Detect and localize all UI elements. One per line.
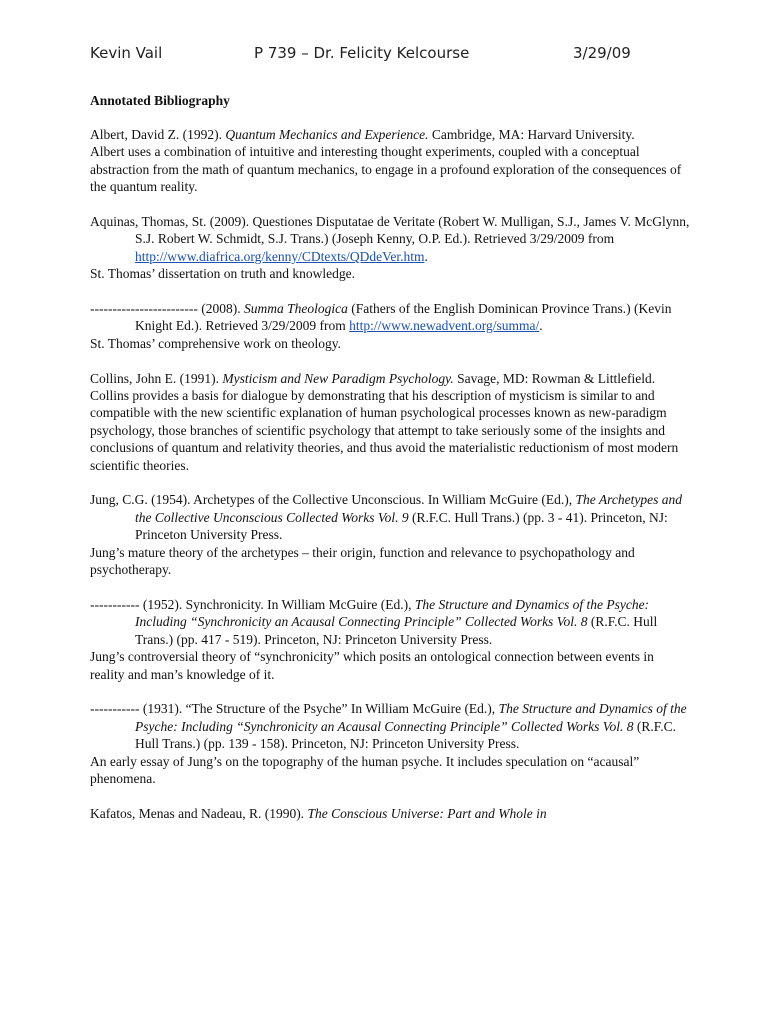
annotation: Jung’s controversial theory of “synchronicity” which posits an ontological connection between events in reality and man’s knowledge of it.: [90, 649, 654, 682]
bib-entry-aquinas-summa: [90, 300, 690, 352]
citation-text: ------------------------ (2008).: [90, 301, 245, 317]
citation-title: Quantum Mechanics and Experience.: [225, 127, 429, 142]
citation-text: (R.F.C. Hull Trans.) (pp. 417 - 519). Princeton, NJ: Princeton University Press.: [135, 614, 658, 647]
citation-text: Aquinas, Thomas, St. (2009). Questiones Disputatae de Veritate (Robert W. Mulligan, S.J., James V. McGlynn, S.J. Robert W. Schmidt, S.J. Trans.) (Joseph Kenny, O.P. Ed.). Retrieved 3/29/2009 from: [90, 214, 690, 247]
citation: [90, 126, 690, 143]
citation-text: Albert, David Z. (1992).: [90, 127, 226, 142]
bib-entry-jung-1952: [90, 596, 690, 683]
bib-entry-jung-1931: [90, 700, 690, 787]
citation: [90, 700, 690, 752]
citation-link[interactable]: http://www.diafrica.org/kenny/CDtexts/QDdeVer.htm: [135, 248, 425, 264]
citation-title: Summa Theologica: [244, 301, 348, 317]
bib-entry-collins: [90, 370, 690, 474]
citation-text: Savage, MD: Rowman & Littlefield.: [453, 370, 656, 386]
document-title: Annotated Bibliography: [90, 93, 230, 108]
citation-title: The Conscious Universe: Part and Whole in: [307, 805, 547, 821]
citation-text: (R.F.C. Hull Trans.) (pp. 3 - 41). Princeton, NJ: Princeton University Press.: [135, 509, 668, 543]
citation: [90, 491, 690, 543]
citation-text: .: [424, 248, 428, 264]
annotation: St. Thomas’ comprehensive work on theology.: [90, 335, 341, 351]
page-header: [90, 44, 728, 66]
citation-text: (Fathers of the English Dominican Province Trans.) (Kevin Knight Ed.). Retrieved 3/29/2009 from: [135, 301, 672, 334]
citation-title: The Structure and Dynamics of the Psyche: Including “Synchronicity an Acausal Connecting Principle” Collected Works Vol. 8: [135, 596, 650, 630]
citation-text: Collins, John E. (1991).: [90, 370, 223, 386]
citation-text: Cambridge, MA: Harvard University.: [428, 127, 635, 142]
annotation: Collins provides a basis for dialogue by demonstrating that his description of mysticism is similar to and compatible with the new scientific explanation of human psychological processes known as new-paradigm psychology, those branches of scientific psychology that attempt to take seriously some of the insights and conclusions of quantum and relativity theories, and thus avoid the materialistic reductionism of most modern scientific theories.: [90, 388, 679, 473]
header-author: Kevin Vail: [90, 44, 163, 62]
citation: [90, 213, 690, 265]
bib-entry-jung-1954: [90, 491, 690, 578]
annotation: Jung’s mature theory of the archetypes – their origin, function and relevance to psychopathology and psychotherapy.: [90, 544, 635, 578]
annotation: An early essay of Jung’s on the topography of the human psyche. It includes speculation on “acausal” phenomena.: [90, 753, 640, 786]
citation-text: Jung, C.G. (1954). Archetypes of the Collective Unconscious. In William McGuire (Ed.),: [90, 492, 576, 508]
bib-entry-kafatos: [90, 805, 690, 822]
citation: [90, 300, 690, 335]
citation-text: ----------- (1931). “The Structure of the Psyche” In William McGuire (Ed.),: [90, 701, 499, 717]
header-date: 3/29/09: [573, 44, 631, 62]
citation-title: The Archetypes and the Collective Unconscious Collected Works Vol. 9: [135, 492, 682, 525]
bibliography: [90, 126, 690, 840]
bib-entry-albert: [90, 126, 690, 196]
bib-entry-aquinas-veritate: [90, 213, 690, 283]
citation-text: ----------- (1952). Synchronicity. In William McGuire (Ed.),: [90, 596, 415, 612]
citation: [90, 370, 690, 387]
citation-text: .: [539, 318, 543, 334]
citation-title: The Structure and Dynamics of the Psyche: Including “Synchronicity an Acausal Connecting Principle” Collected Works Vol. 8: [135, 701, 687, 734]
header-course: P 739 – Dr. Felicity Kelcourse: [254, 44, 470, 62]
citation-title: Mysticism and New Paradigm Psychology.: [222, 370, 454, 386]
citation-text: (R.F.C. Hull Trans.) (pp. 139 - 158). Princeton, NJ: Princeton University Press.: [135, 718, 676, 752]
citation-link[interactable]: http://www.newadvent.org/summa/: [349, 318, 540, 334]
citation-text: Kafatos, Menas and Nadeau, R. (1990).: [90, 805, 308, 821]
annotation: Albert uses a combination of intuitive and interesting thought experiments, coupled with a conceptual abstraction from the math of quantum mechanics, to engage in a profound exploration of the consequences of the quantum reality.: [90, 144, 682, 195]
citation: [90, 805, 690, 822]
annotation: St. Thomas’ dissertation on truth and knowledge.: [90, 266, 355, 282]
citation: [90, 596, 690, 648]
